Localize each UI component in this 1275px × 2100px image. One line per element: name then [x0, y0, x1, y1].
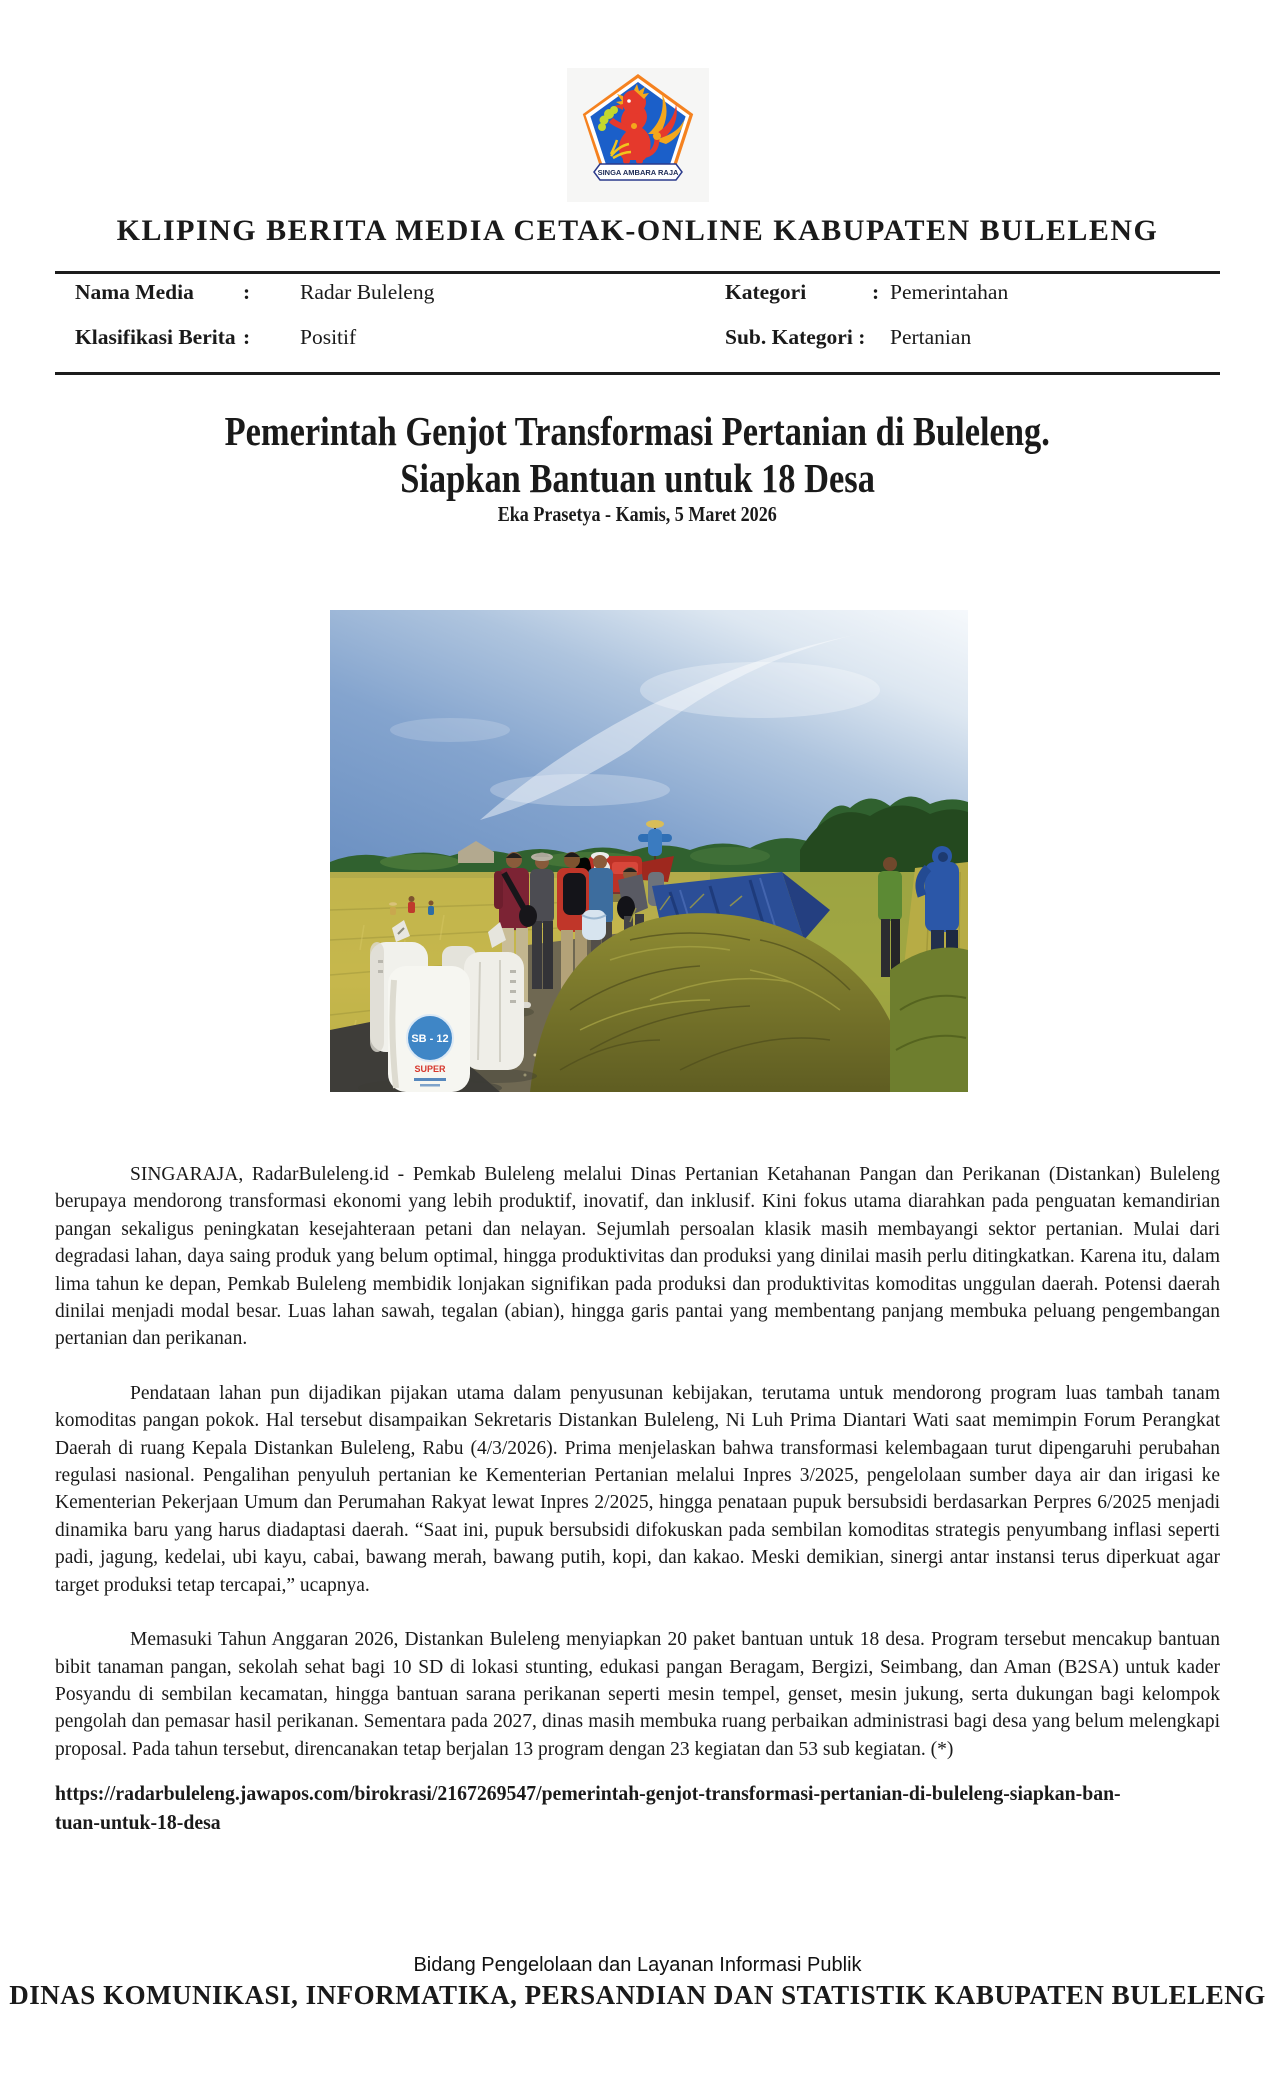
headline-line1: Pemerintah Genjot Transformasi Pertanian di Buleleng. [224, 408, 1051, 454]
url-line1: https://radarbuleleng.jawapos.com/birokrasi/2167269547/pemerintah-genjot-transformasi-pertanian-di-buleleng-siapkan-ban- [55, 1781, 1121, 1805]
metadata-left-column [55, 280, 675, 370]
meta-value: Pemerintahan [890, 280, 1009, 304]
meta-label: Klasifikasi Berita [75, 325, 236, 349]
article-headline [0, 408, 1275, 502]
url-line2: tuan-untuk-18-desa [55, 1810, 221, 1834]
pentagon-crest-icon [567, 68, 709, 202]
meta-value: Radar Buleleng [300, 280, 435, 304]
meta-value: Positif [300, 325, 357, 349]
meta-colon: : [243, 280, 251, 304]
buleleng-coat-of-arms-logo [567, 68, 709, 202]
article-paragraph: Pendataan lahan pun dijadikan pijakan utama dalam penyusunan kebijakan, terutama untuk mendorong program luas tambah tanam komoditas pangan pokok. Hal tersebut disampaikan Sekretaris Distankan Buleleng, Ni Luh Prima Diantari Wati saat memimpin Forum Perangkat Daerah di ruang Kepala Distankan Buleleng, Rabu (4/3/2026). Prima menjelaskan bahwa transformasi kelembagaan turut dipengaruhi perubahan regulasi nasional. Pengalihan penyuluh pertanian ke Kementerian Pertanian melalui Inpres 3/2025, pengelolaan sumber daya air dan irigasi ke Kementerian Pekerjaan Umum dan Perumahan Rakyat lewat Inpres 2/2025, hingga penataan pupuk bersubsidi berdasarkan Perpres 6/2025 menjadi dinamika baru yang harus diadaptasi daerah. “Saat ini, pupuk bersubsidi difokuskan pada sembilan komoditas strategis penyumbang inflasi seperti padi, jagung, kedelai, ubi kayu, cabai, bawang merah, bawang putih, kopi, dan kakao. Meski demikian, sinergi antar instansi terus diperkuat agar target produksi tetap tercapai,” ucapnya. [55, 1382, 1220, 1596]
meta-row-sub-kategori [725, 325, 1220, 370]
clipping-metadata [55, 280, 1220, 372]
meta-value: Pertanian [890, 325, 972, 349]
footer-agency-name: DINAS KOMUNIKASI, INFORMATIKA, PERSANDIAN DAN STATISTIK KABUPATEN BULELENG [9, 1980, 1266, 2010]
footer-division-name: Bidang Pengelolaan dan Layanan Informasi Publik [413, 1954, 862, 1976]
meta-label: Kategori [725, 280, 807, 304]
metadata-right-column [725, 280, 1220, 370]
fertilizer-sack-sublabel: SUPER [414, 1064, 446, 1074]
meta-colon: : [243, 325, 251, 349]
meta-row-klasifikasi [55, 325, 675, 370]
divider-top [55, 271, 1220, 274]
article-paragraph: SINGARAJA, RadarBuleleng.id - Pemkab Buleleng melalui Dinas Pertanian Ketahanan Pangan dan Perikanan (Distankan) Buleleng berupaya mendorong transformasi ekonomi yang lebih produktif, inovatif, dan inklusif. Kini fokus utama diarahkan pada penguatan kemandirian pangan sekaligus peningkatan kesejahteraan petani dan nelayan. Sejumlah persoalan klasik masih membayangi sektor pertanian. Mulai dari degradasi lahan, daya saing produk yang belum optimal, hingga produktivitas dan produksi yang dinilai masih perlu ditingkatkan. Karena itu, dalam lima tahun ke depan, Pemkab Buleleng membidik lonjakan signifikan pada produksi dan produktivitas komoditas unggulan daerah. Potensi daerah dinilai menjadi modal besar. Luas lahan sawah, tegalan (abian), hingga garis pantai yang membentang panjang membuka peluang pengembangan pertanian dan perikanan. [55, 1164, 1220, 1350]
page-title: KLIPING BERITA MEDIA CETAK-ONLINE KABUPATEN BULELENG [116, 214, 1159, 247]
divider-bottom [55, 372, 1220, 375]
article-body [55, 1161, 1220, 1790]
headline-line2: Siapkan Bantuan untuk 18 Desa [400, 455, 875, 501]
meta-row-nama-media [55, 280, 675, 325]
article-source-url [55, 1779, 1220, 1837]
meta-row-kategori [725, 280, 1220, 325]
meta-label: Sub. Kategori : [725, 325, 866, 349]
logo-banner-text: SINGA AMBARA RAJA [597, 168, 678, 177]
meta-colon: : [872, 280, 880, 304]
fertilizer-sack-label: SB - 12 [411, 1033, 449, 1045]
meta-label: Nama Media [75, 280, 194, 304]
rice-harvest-photo-illustration [330, 610, 968, 1092]
article-paragraph: Memasuki Tahun Anggaran 2026, Distankan Buleleng menyiapkan 20 paket bantuan untuk 18 desa. Program tersebut mencakup bantuan bibit tanaman pangan, sekolah sehat bagi 10 SD di lokasi stunting, edukasi pangan Beragam, Bergizi, Seimbang, dan Aman (B2SA) untuk kader Posyandu di sembilan kecamatan, hingga bantuan sarana perikanan seperti mesin tempel, genset, mesin jukung, serta dukungan bagi kelompok pengolah dan pemasar hasil perikanan. Sementara pada 2027, dinas masih membuka ruang perbaikan administrasi bagi desa yang belum melengkapi proposal. Pada tahun tersebut, direncanakan tetap berjalan 13 program dengan 23 kegiatan dan 53 sub kegiatan. (*) [55, 1629, 1220, 1760]
article-byline: Eka Prasetya - Kamis, 5 Maret 2026 [497, 502, 778, 526]
document-footer [0, 1954, 1275, 2011]
article-photo [330, 610, 968, 1092]
